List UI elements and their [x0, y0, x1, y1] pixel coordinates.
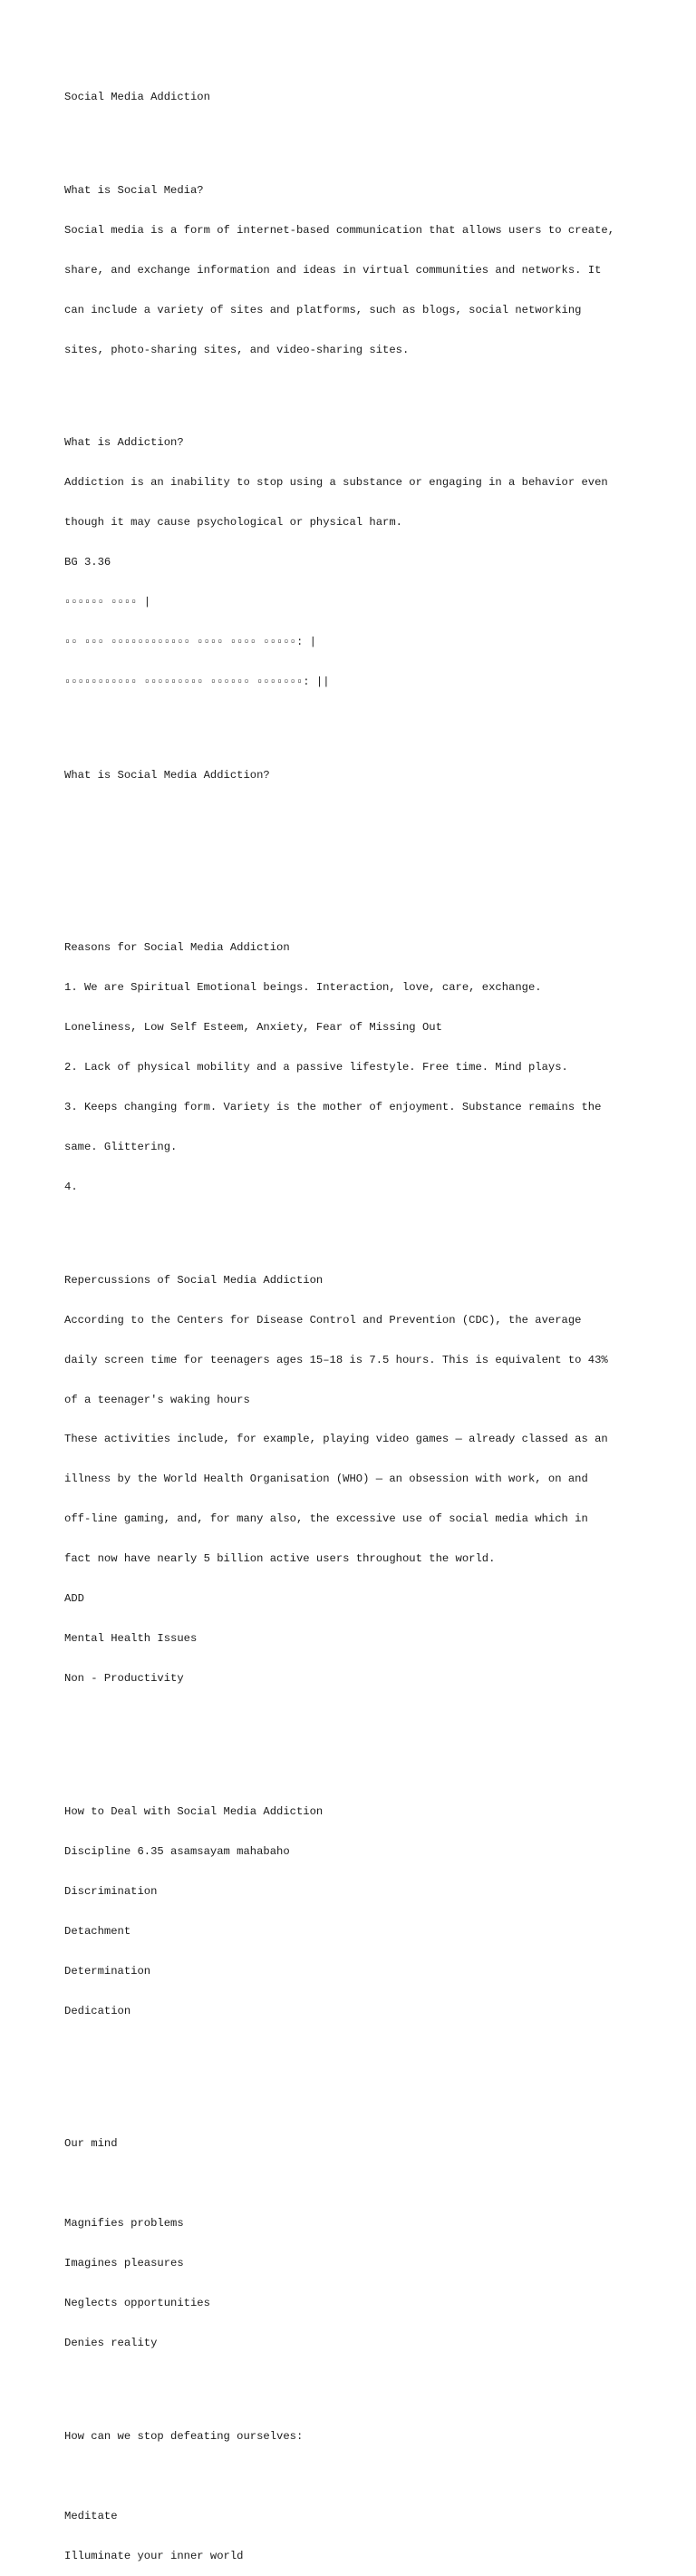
spacer: [64, 2470, 644, 2484]
list-item: Non - Productivity: [64, 1672, 184, 1686]
list-item: Loneliness, Low Self Esteem, Anxiety, Fear of Missing Out: [64, 1021, 442, 1035]
spacer: [64, 715, 644, 729]
list-item: 3. Keeps changing form. Variety is the mother of enjoyment. Substance remains the: [64, 1101, 602, 1114]
spacer: [64, 2045, 644, 2058]
spacer: [64, 849, 644, 862]
spacer: [64, 2377, 644, 2390]
spacer: [64, 809, 644, 822]
section-heading-our-mind: Our mind: [64, 2137, 118, 2151]
section-heading-what-is-addiction: What is Addiction?: [64, 436, 184, 450]
paragraph-line: of a teenager's waking hours: [64, 1393, 250, 1406]
paragraph-line: According to the Centers for Disease Control and Prevention (CDC), the average: [64, 1313, 582, 1327]
list-item: ADD: [64, 1592, 84, 1606]
list-item: Imagines pleasures: [64, 2257, 184, 2270]
list-item: Neglects opportunities: [64, 2297, 210, 2310]
paragraph-line: daily screen time for teenagers ages 15–18 is 7.5 hours. This is equivalent to 43%: [64, 1353, 608, 1366]
list-item: Denies reality: [64, 2337, 158, 2350]
spacer: [64, 1220, 644, 1234]
list-item: 2. Lack of physical mobility and a passive lifestyle. Free time. Mind plays.: [64, 1061, 568, 1074]
section-heading-how-to-deal: How to Deal with Social Media Addiction: [64, 1804, 324, 1818]
paragraph-line: share, and exchange information and ideas in virtual communities and networks. It: [64, 263, 602, 277]
list-item: Illuminate your inner world: [64, 2549, 244, 2562]
section-heading-what-is-social-media: What is Social Media?: [64, 183, 204, 197]
list-item: Discipline 6.35 asamsayam mahabaho: [64, 1844, 290, 1858]
list-item: Discrimination: [64, 1884, 158, 1898]
spacer: [64, 131, 644, 144]
paragraph-line: can include a variety of sites and platforms, such as blogs, social networking: [64, 303, 582, 316]
document-title: Social Media Addiction: [64, 91, 210, 104]
list-item: Detachment: [64, 1924, 131, 1938]
spacer: [64, 384, 644, 397]
list-item: Meditate: [64, 2509, 118, 2523]
section-heading-reasons: Reasons for Social Media Addiction: [64, 941, 290, 955]
verse-line: ▫▫▫▫▫▫ ▫▫▫▫ |: [64, 596, 151, 609]
paragraph-line: fact now have nearly 5 billion active users throughout the world.: [64, 1552, 496, 1566]
spacer: [64, 889, 644, 902]
list-item: 4.: [64, 1181, 78, 1194]
paragraph-line: illness by the World Health Organisation (WHO) — an obsession with work, on and: [64, 1473, 588, 1486]
list-item: Determination: [64, 1964, 151, 1978]
document-page: [64, 64, 644, 2576]
paragraph-line: off-line gaming, and, for many also, the excessive use of social media which in: [64, 1512, 588, 1526]
list-item: Dedication: [64, 2004, 131, 2017]
spacer: [64, 2177, 644, 2191]
list-item: 1. We are Spiritual Emotional beings. Interaction, love, care, exchange.: [64, 981, 542, 995]
section-heading-stop-defeating: How can we stop defeating ourselves:: [64, 2429, 304, 2443]
spacer: [64, 1752, 644, 1765]
list-item: Magnifies problems: [64, 2217, 184, 2231]
verse-line: ▫▫▫▫▫▫▫▫▫▫▫ ▫▫▫▫▫▫▫▫▫ ▫▫▫▫▫▫ ▫▫▫▫▫▫▫: ||: [64, 676, 330, 689]
list-item: same. Glittering.: [64, 1141, 178, 1154]
paragraph-line: though it may cause psychological or physical harm.: [64, 516, 402, 530]
verse-reference: BG 3.36: [64, 556, 111, 569]
verse-line: ▫▫ ▫▫▫ ▫▫▫▫▫▫▫▫▫▫▫▫ ▫▫▫▫ ▫▫▫▫ ▫▫▫▫▫: |: [64, 636, 316, 649]
paragraph-line: Addiction is an inability to stop using a substance or engaging in a behavior even: [64, 476, 608, 490]
section-heading-what-is-sma: What is Social Media Addiction?: [64, 768, 270, 782]
paragraph-line: Social media is a form of internet-based communication that allows users to create,: [64, 223, 615, 237]
paragraph-line: sites, photo-sharing sites, and video-sharing sites.: [64, 343, 410, 356]
list-item: Mental Health Issues: [64, 1632, 198, 1646]
paragraph-line: These activities include, for example, playing video games — already classed as an: [64, 1433, 608, 1446]
section-heading-repercussions: Repercussions of Social Media Addiction: [64, 1273, 324, 1287]
spacer: [64, 2085, 644, 2098]
spacer: [64, 1712, 644, 1725]
